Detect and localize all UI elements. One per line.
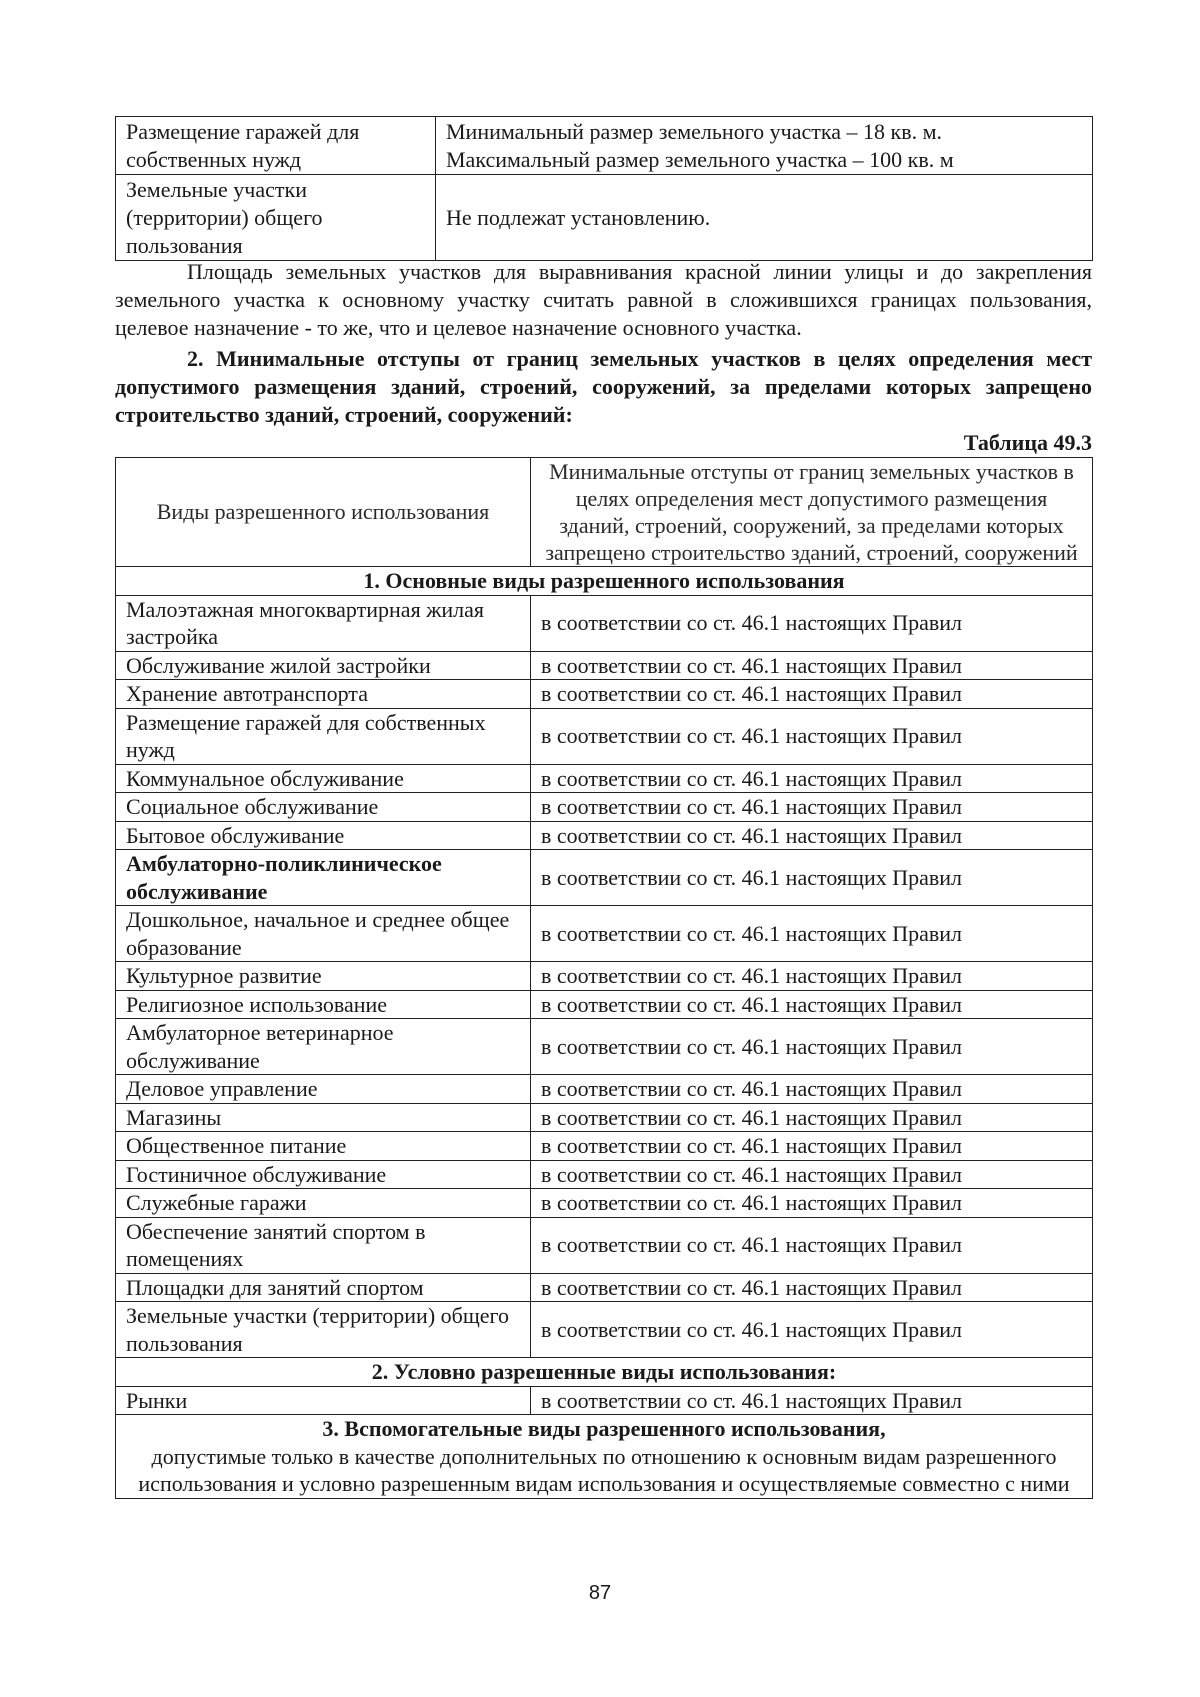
setback-value-cell: в соответствии со ст. 46.1 настоящих Правил xyxy=(531,680,1093,709)
section-row xyxy=(116,567,1093,596)
section-title: 3. Вспомогательные виды разрешенного использования, xyxy=(322,1416,886,1441)
table-row xyxy=(116,1217,1093,1273)
setback-value-cell: в соответствии со ст. 46.1 настоящих Правил xyxy=(531,651,1093,680)
usage-type-cell: Обслуживание жилой застройки xyxy=(116,651,531,680)
table-caption: Таблица 49.3 xyxy=(963,430,1092,455)
table-row xyxy=(116,1302,1093,1358)
setback-value-cell: в соответствии со ст. 46.1 настоящих Правил xyxy=(531,1075,1093,1104)
cell-line: собственных нужд xyxy=(126,147,302,172)
setback-value-cell: в соответствии со ст. 46.1 настоящих Правил xyxy=(531,1273,1093,1302)
usage-type-cell: Площадки для занятий спортом xyxy=(116,1273,531,1302)
paragraph: Площадь земельных участков для выравнивания красной линии улицы и до закрепления земельного участка к основному участку считать равной в сложившихся границах пользования, целевое назначение - то же, что и целевое назначение основного участка. xyxy=(115,259,1092,340)
section-title: 1. Основные виды разрешенного использования xyxy=(116,567,1093,596)
setback-value-cell: в соответствии со ст. 46.1 настоящих Правил xyxy=(531,850,1093,906)
usage-type-cell: Коммунальное обслуживание xyxy=(116,764,531,793)
usage-type-cell: Культурное развитие xyxy=(116,962,531,991)
usage-type-cell: Амбулаторное ветеринарное обслуживание xyxy=(116,1019,531,1075)
setback-value-cell: в соответствии со ст. 46.1 настоящих Правил xyxy=(531,1132,1093,1161)
table-row xyxy=(116,821,1093,850)
usage-type-cell: Земельные участки (территории) общего пользования xyxy=(116,1302,531,1358)
usage-type-cell: Размещение гаражей для собственных нужд xyxy=(116,708,531,764)
usage-type-cell: Амбулаторно-поликлиническое обслуживание xyxy=(116,850,531,906)
setback-value-cell: в соответствии со ст. 46.1 настоящих Правил xyxy=(531,962,1093,991)
table-row xyxy=(116,595,1093,651)
table-row xyxy=(116,680,1093,709)
usage-type-cell: Малоэтажная многоквартирная жилая застройка xyxy=(116,595,531,651)
header-cell-setbacks: Минимальные отступы от границ земельных участков в целях определения мест допустимого размещения зданий, строений, сооружений, за пределами которых запрещено строительство зданий, строений, сооружений xyxy=(531,458,1093,567)
setback-value-cell: в соответствии со ст. 46.1 настоящих Правил xyxy=(531,595,1093,651)
section-title: 2. Условно разрешенные виды использования: xyxy=(116,1358,1093,1387)
table-row xyxy=(116,793,1093,822)
setback-value-cell: в соответствии со ст. 46.1 настоящих Правил xyxy=(531,1302,1093,1358)
usage-type-cell: Бытовое обслуживание xyxy=(116,821,531,850)
cell-line: Минимальный размер земельного участка – 18 кв. м. xyxy=(446,119,943,144)
usage-type-cell: Хранение автотранспорта xyxy=(116,680,531,709)
table-row xyxy=(116,1132,1093,1161)
table-cell-value xyxy=(436,117,1093,175)
table-row xyxy=(116,962,1093,991)
setback-value-cell: в соответствии со ст. 46.1 настоящих Правил xyxy=(531,906,1093,962)
setback-value-cell: в соответствии со ст. 46.1 настоящих Правил xyxy=(531,764,1093,793)
usage-type-cell: Дошкольное, начальное и среднее общее образование xyxy=(116,906,531,962)
table-row xyxy=(116,990,1093,1019)
setback-value-cell: в соответствии со ст. 46.1 настоящих Правил xyxy=(531,1189,1093,1218)
table-row xyxy=(116,1103,1093,1132)
cell-line: пользования xyxy=(126,233,243,258)
usage-type-cell: Деловое управление xyxy=(116,1075,531,1104)
usage-type-cell: Обеспечение занятий спортом в помещениях xyxy=(116,1217,531,1273)
table-cell-name xyxy=(116,175,436,261)
main-table xyxy=(115,457,1093,1499)
section-heading: 2. Минимальные отступы от границ земельных участков в целях определения мест допустимого размещения зданий, строений, сооружений, за пределами которых запрещено строительство зданий, строений, сооружений: xyxy=(115,346,1092,427)
cell-line: Максимальный размер земельного участка – 100 кв. м xyxy=(446,147,954,172)
section-row xyxy=(116,1415,1093,1499)
setback-value-cell: в соответствии со ст. 46.1 настоящих Правил xyxy=(531,1160,1093,1189)
table-row xyxy=(116,906,1093,962)
usage-type-cell: Магазины xyxy=(116,1103,531,1132)
table-row xyxy=(116,764,1093,793)
table-row xyxy=(116,175,1093,261)
setback-value-cell: в соответствии со ст. 46.1 настоящих Правил xyxy=(531,1386,1093,1415)
usage-type-cell: Служебные гаражи xyxy=(116,1189,531,1218)
setback-value-cell: в соответствии со ст. 46.1 настоящих Правил xyxy=(531,1217,1093,1273)
setback-value-cell: в соответствии со ст. 46.1 настоящих Правил xyxy=(531,821,1093,850)
table-row xyxy=(116,1189,1093,1218)
table-cell-name xyxy=(116,117,436,175)
setback-value-cell: в соответствии со ст. 46.1 настоящих Правил xyxy=(531,708,1093,764)
top-table xyxy=(115,116,1093,261)
usage-type-cell: Общественное питание xyxy=(116,1132,531,1161)
header-cell-usage-types: Виды разрешенного использования xyxy=(116,458,531,567)
table-row xyxy=(116,1075,1093,1104)
table-row xyxy=(116,708,1093,764)
setback-value-cell: в соответствии со ст. 46.1 настоящих Правил xyxy=(531,1103,1093,1132)
cell-line: Размещение гаражей для xyxy=(126,119,360,144)
cell-line: Земельные участки xyxy=(126,177,307,202)
usage-type-cell: Рынки xyxy=(116,1386,531,1415)
table-cell-value xyxy=(436,175,1093,261)
usage-type-cell: Гостиничное обслуживание xyxy=(116,1160,531,1189)
page-number: 87 xyxy=(588,1582,612,1604)
section-row xyxy=(116,1358,1093,1387)
table-row xyxy=(116,850,1093,906)
table-row xyxy=(116,1386,1093,1415)
table-row xyxy=(116,1273,1093,1302)
usage-type-cell: Религиозное использование xyxy=(116,990,531,1019)
section-cell xyxy=(116,1415,1093,1499)
cell-line: Не подлежат установлению. xyxy=(446,205,711,230)
table-row xyxy=(116,1019,1093,1075)
setback-value-cell: в соответствии со ст. 46.1 настоящих Правил xyxy=(531,793,1093,822)
table-row xyxy=(116,117,1093,175)
table-row xyxy=(116,1160,1093,1189)
table-row xyxy=(116,651,1093,680)
setback-value-cell: в соответствии со ст. 46.1 настоящих Правил xyxy=(531,990,1093,1019)
setback-value-cell: в соответствии со ст. 46.1 настоящих Правил xyxy=(531,1019,1093,1075)
table-header-row xyxy=(116,458,1093,567)
cell-line: (территории) общего xyxy=(126,205,323,230)
section-note: допустимые только в качестве дополнительных по отношению к основным видам разрешенного использования и условно разрешенным видам использования и осуществляемые совместно с ними xyxy=(138,1443,1070,1496)
usage-type-cell: Социальное обслуживание xyxy=(116,793,531,822)
